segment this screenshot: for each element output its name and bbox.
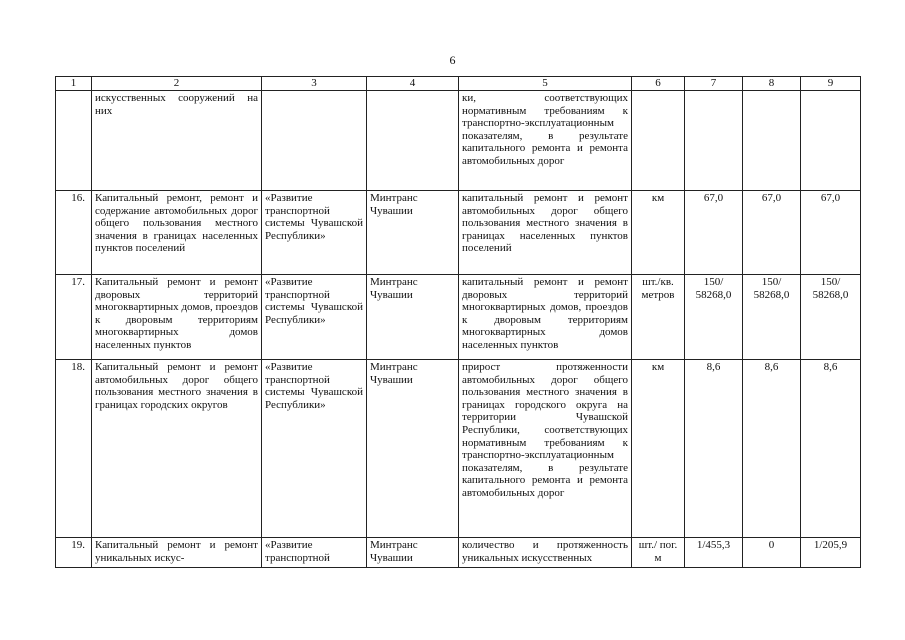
cell-value-7: 150/ 58268,0 [685, 275, 743, 360]
cell-num: 17. [56, 275, 92, 360]
cell-value-9: 150/ 58268,0 [801, 275, 861, 360]
cell-program: «Развитие транспортной [262, 538, 367, 568]
cell-num: 18. [56, 360, 92, 538]
header-col-2: 2 [92, 77, 262, 91]
cell-value-7: 8,6 [685, 360, 743, 538]
cell-event: искусственных сооружений на них [92, 91, 262, 191]
cell-unit: шт./ пог. м [632, 538, 685, 568]
cell-executor: Минтранс Чувашии [367, 275, 459, 360]
cell-value-7: 1/455,3 [685, 538, 743, 568]
header-col-5: 5 [459, 77, 632, 91]
header-col-7: 7 [685, 77, 743, 91]
header-col-4: 4 [367, 77, 459, 91]
table-row [56, 538, 861, 568]
cell-value-8: 0 [743, 538, 801, 568]
cell-indicator: прирост протяженности автомобильных дорог общего пользования местного значения в границах городского округа на территории Чувашской Республики, соответствующих нормативным требованиям к транспортно-эксплуатационным показателям, в результате капитального ремонта и ремонта автомобильных дорог [459, 360, 632, 538]
header-col-1: 1 [56, 77, 92, 91]
header-col-6: 6 [632, 77, 685, 91]
cell-value-9 [801, 91, 861, 191]
cell-executor [367, 91, 459, 191]
cell-program: «Развитие транспортной системы Чувашской Республики» [262, 191, 367, 275]
cell-value-7 [685, 91, 743, 191]
cell-program: «Развитие транспортной системы Чувашской Республики» [262, 360, 367, 538]
cell-value-8: 67,0 [743, 191, 801, 275]
cell-unit: км [632, 191, 685, 275]
cell-event: Капитальный ремонт и ремонт уникальных искус- [92, 538, 262, 568]
header-col-8: 8 [743, 77, 801, 91]
cell-event: Капитальный ремонт и ремонт дворовых территорий многоквартирных домов, проездов к дворовым территориям многоквартирных домов населенных пунктов [92, 275, 262, 360]
table-row [56, 275, 861, 360]
cell-value-7: 67,0 [685, 191, 743, 275]
cell-unit [632, 91, 685, 191]
cell-num: 19. [56, 538, 92, 568]
program-table [55, 76, 861, 568]
table-row [56, 360, 861, 538]
cell-value-8: 8,6 [743, 360, 801, 538]
cell-indicator: ки, соответствующих нормативным требованиям к транспортно-эксплуатационным показателям, в результате капитального ремонта и ремонта автомобильных дорог [459, 91, 632, 191]
cell-indicator: капитальный ремонт и ремонт автомобильных дорог общего пользования местного значения в границах населенных пунктов поселений [459, 191, 632, 275]
cell-value-9: 67,0 [801, 191, 861, 275]
header-col-9: 9 [801, 77, 861, 91]
cell-unit: км [632, 360, 685, 538]
cell-indicator: количество и протяженность уникальных искусственных [459, 538, 632, 568]
cell-value-9: 1/205,9 [801, 538, 861, 568]
cell-value-8: 150/ 58268,0 [743, 275, 801, 360]
cell-num: 16. [56, 191, 92, 275]
cell-executor: Минтранс Чувашии [367, 538, 459, 568]
cell-indicator: капитальный ремонт и ремонт дворовых территорий многоквартирных домов, проездов к дворовым территориям многоквартирных домов населенных пунктов [459, 275, 632, 360]
cell-program: «Развитие транспортной системы Чувашской Республики» [262, 275, 367, 360]
cell-value-9: 8,6 [801, 360, 861, 538]
cell-unit: шт./кв. метров [632, 275, 685, 360]
header-row [56, 77, 861, 91]
header-col-3: 3 [262, 77, 367, 91]
page-number: 6 [449, 53, 456, 67]
cell-executor: Минтранс Чувашии [367, 360, 459, 538]
cell-executor: Минтранс Чувашии [367, 191, 459, 275]
table-row [56, 191, 861, 275]
cell-value-8 [743, 91, 801, 191]
cell-program [262, 91, 367, 191]
cell-event: Капитальный ремонт, ремонт и содержание автомобильных дорог общего пользования местного значения в границах населенных пунктов поселений [92, 191, 262, 275]
cell-num [56, 91, 92, 191]
cell-event: Капитальный ремонт и ремонт автомобильных дорог общего пользования местного значения в границах городских округов [92, 360, 262, 538]
table-row-continuation [56, 91, 861, 191]
